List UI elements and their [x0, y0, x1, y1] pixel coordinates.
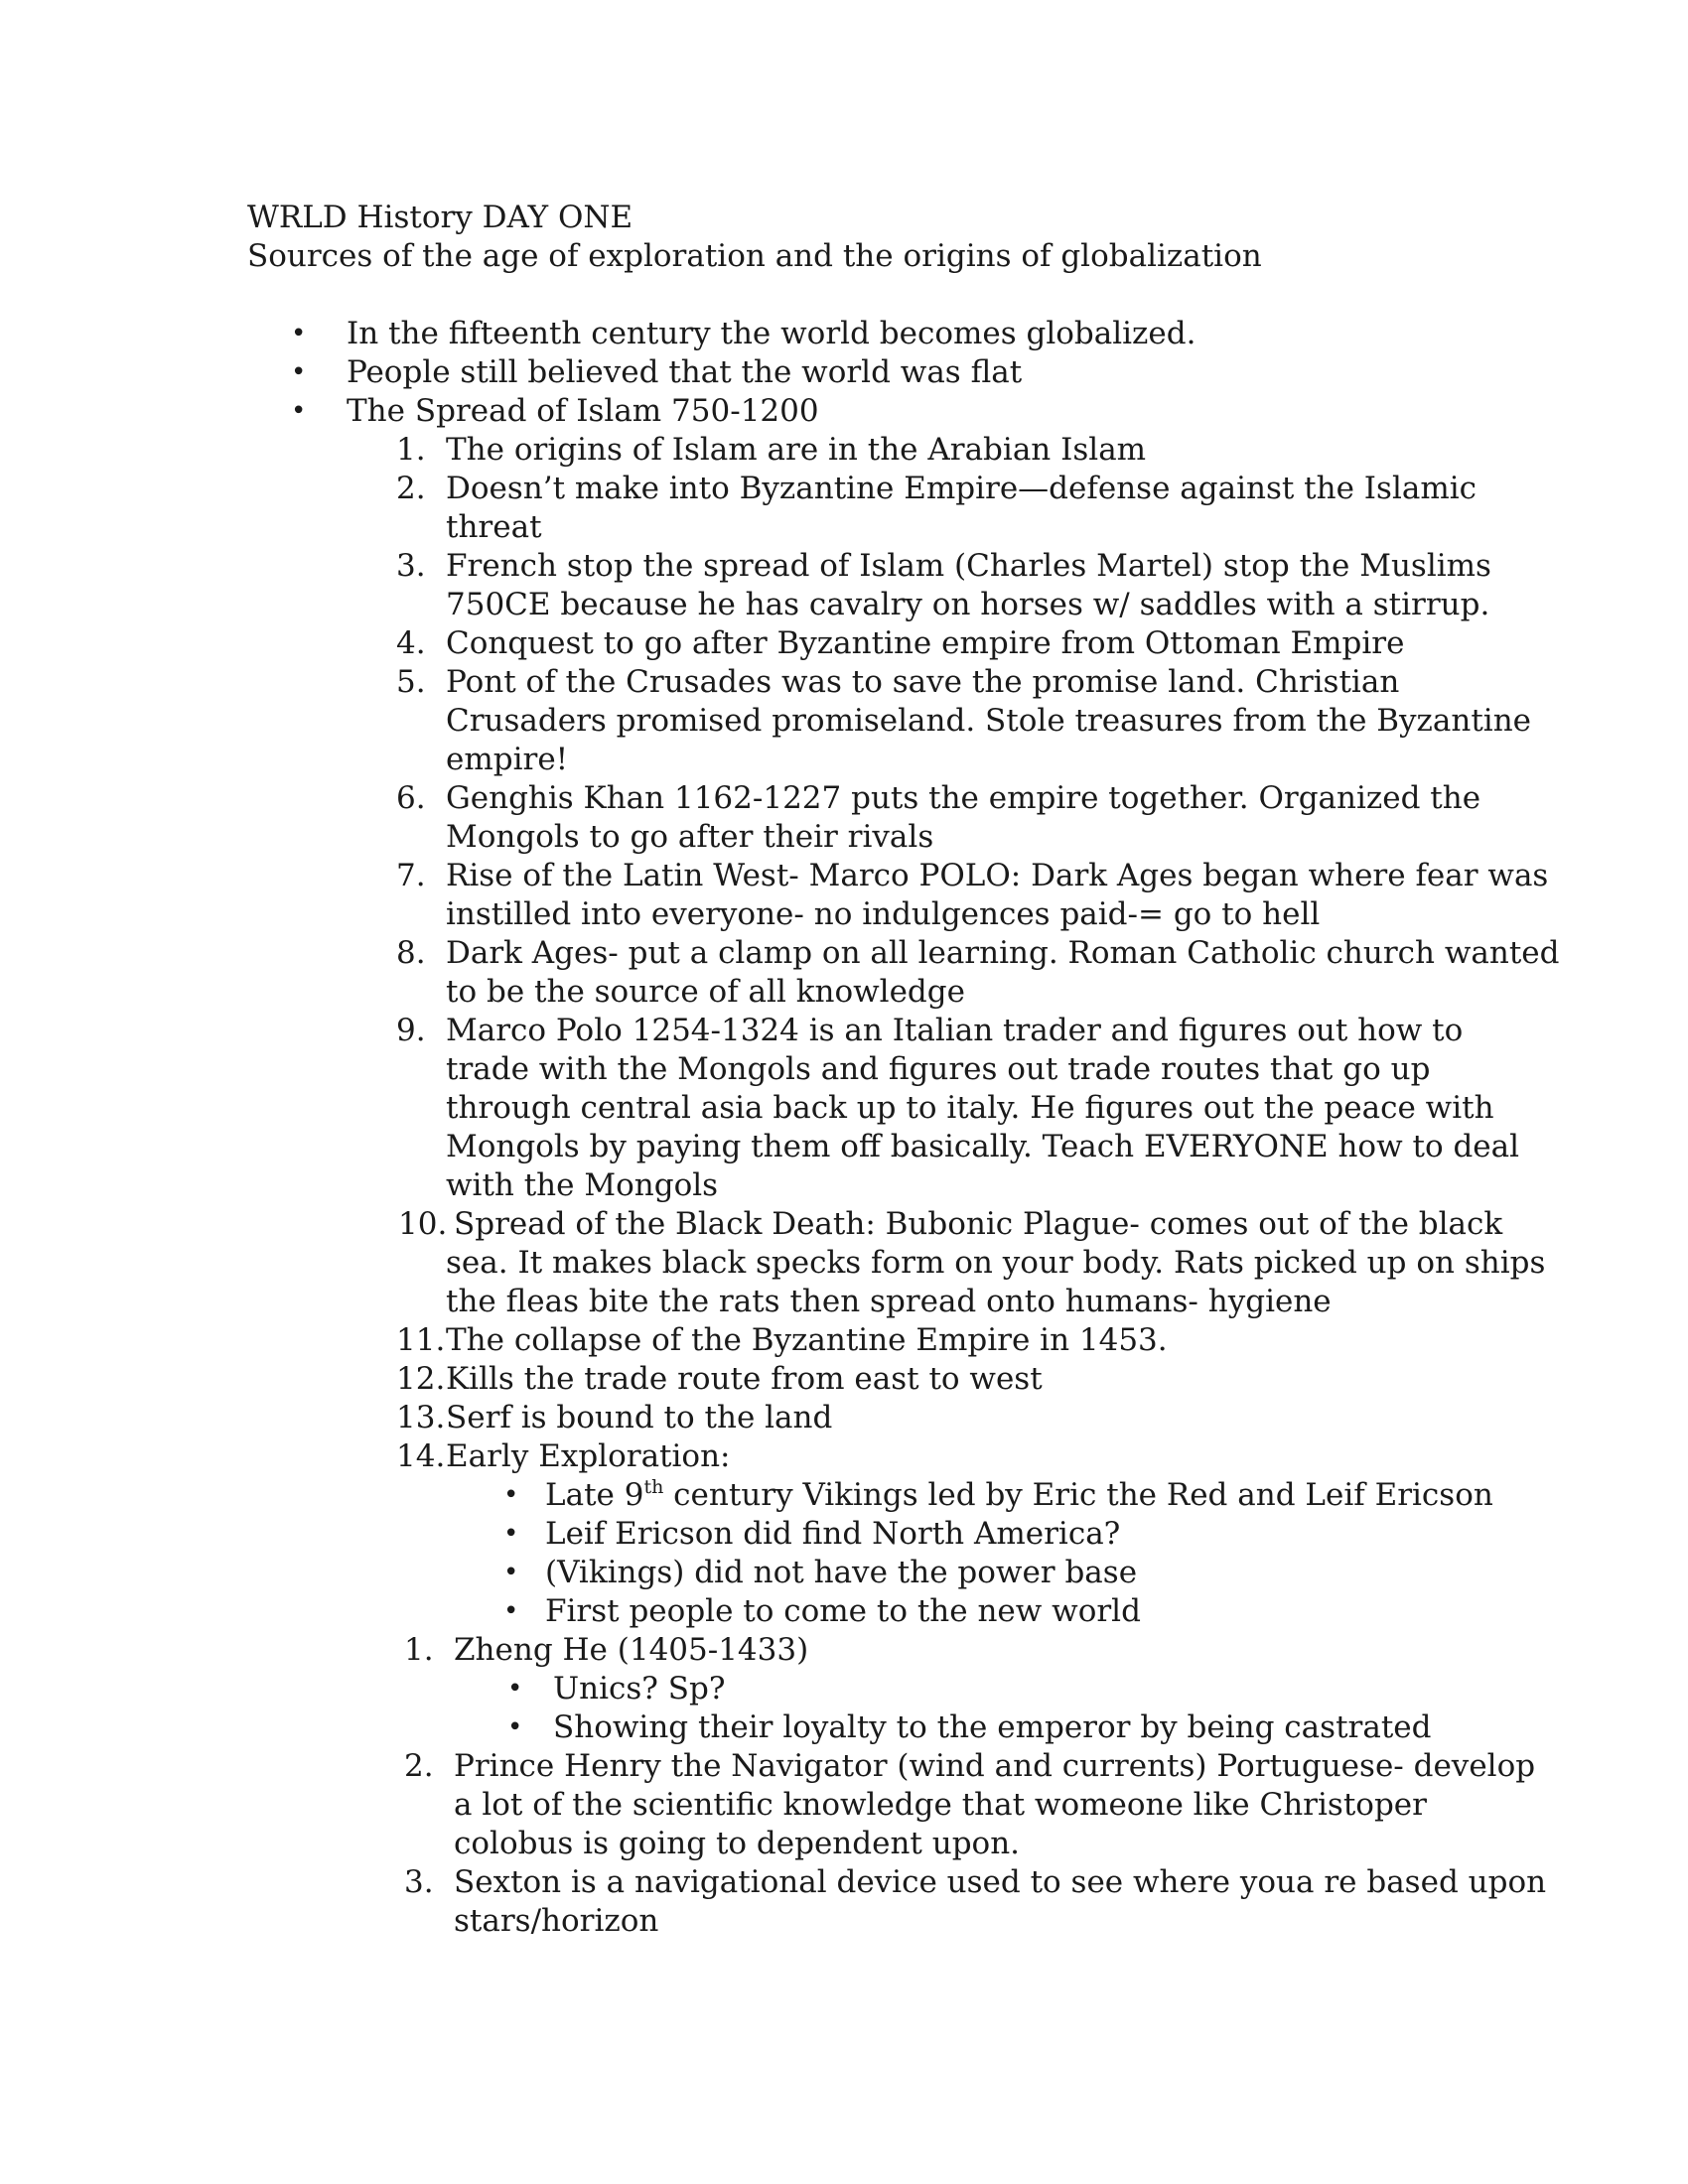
list-item: 6. Genghis Khan 1162-1227 puts the empire together. Organized the Mongols to go after their rivals	[396, 780, 1481, 855]
bullet-mark: •	[291, 396, 307, 426]
list-item: 13. Serf is bound to the land	[396, 1400, 833, 1435]
bullet-item: • Showing their loyalty to the emperor by being castrated	[507, 1709, 1432, 1745]
bullet-item: • People still believed that the world was flat	[291, 354, 1023, 390]
bullet-item: • First people to come to the new world	[503, 1593, 1141, 1629]
document-title: WRLD History DAY ONE	[247, 200, 633, 235]
bullet-item: • Late 9th century Vikings led by Eric the Red and Leif Ericson	[503, 1476, 1493, 1513]
bullet-item: • In the fifteenth century the world becomes globalized.	[291, 316, 1196, 351]
top-bullets	[247, 315, 1538, 431]
list-item: 9. Marco Polo 1254-1324 is an Italian trader and figures out how to trade with the Mongols and figures out trade routes that go up through central asia back up to italy. He figures out the peace with Mongols by paying them off basically. Teach EVERYONE how to deal with the Mongols	[396, 1013, 1520, 1203]
bullet-item: • Unics? Sp?	[507, 1671, 726, 1706]
document-subtitle: Sources of the age of exploration and the origins of globalization	[247, 238, 1262, 274]
list-item: 14. Early Exploration:	[396, 1438, 731, 1474]
document-page	[247, 199, 1560, 1941]
bullet-item: • (Vikings) did not have the power base	[503, 1555, 1138, 1590]
list-item: 11. The collapse of the Byzantine Empire in 1453.	[396, 1322, 1168, 1358]
list-item: 2. Doesn’t make into Byzantine Empire—defense against the Islamic threat	[396, 471, 1477, 545]
list-item: 3. Sexton is a navigational device used to see where youa re based upon stars/horizon	[404, 1864, 1547, 1939]
list-item: 3. French stop the spread of Islam (Charles Martel) stop the Muslims 750CE because he has cavalry on horses w/ saddles with a stirrup.	[396, 548, 1491, 622]
exploration-bullets	[247, 1476, 1538, 1631]
list-item: 10. Spread of the Black Death: Bubonic Plague- comes out of the black sea. It makes black specks form on your body. Rats picked up on ships the fleas bite the rats then spread onto humans- hygiene	[398, 1206, 1546, 1319]
list-item: 7. Rise of the Latin West- Marco POLO: Dark Ages began where fear was instilled into everyone- no indulgences paid-= go to hell	[396, 858, 1549, 932]
list-item: 4. Conquest to go after Byzantine empire from Ottoman Empire	[396, 625, 1405, 661]
list-item: 2. Prince Henry the Navigator (wind and currents) Portuguese- develop a lot of the scientific knowledge that womeone like Christoper colobus is going to dependent upon.	[404, 1748, 1536, 1861]
list-item: 8. Dark Ages- put a clamp on all learning. Roman Catholic church wanted to be the source of all knowledge	[396, 935, 1560, 1010]
list-item: 1. The origins of Islam are in the Arabian Islam	[396, 432, 1147, 468]
list-item: 5. Pont of the Crusades was to save the promise land. Christian Crusaders promised promiseland. Stole treasures from the Byzantine empire!	[396, 664, 1532, 777]
second-numbered-list	[247, 1631, 1547, 1941]
bullet-mark: •	[291, 319, 307, 348]
islam-numbered-list	[247, 431, 1560, 1631]
spacer	[247, 276, 1538, 315]
bullet-mark: •	[291, 357, 307, 387]
bullet-item: • Leif Ericson did find North America?	[503, 1516, 1121, 1552]
list-item: 12. Kills the trade route from east to west	[396, 1361, 1043, 1397]
bullet-item: • The Spread of Islam 750-1200	[291, 393, 819, 429]
list-item: 1. Zheng He (1405-1433)	[404, 1632, 809, 1668]
